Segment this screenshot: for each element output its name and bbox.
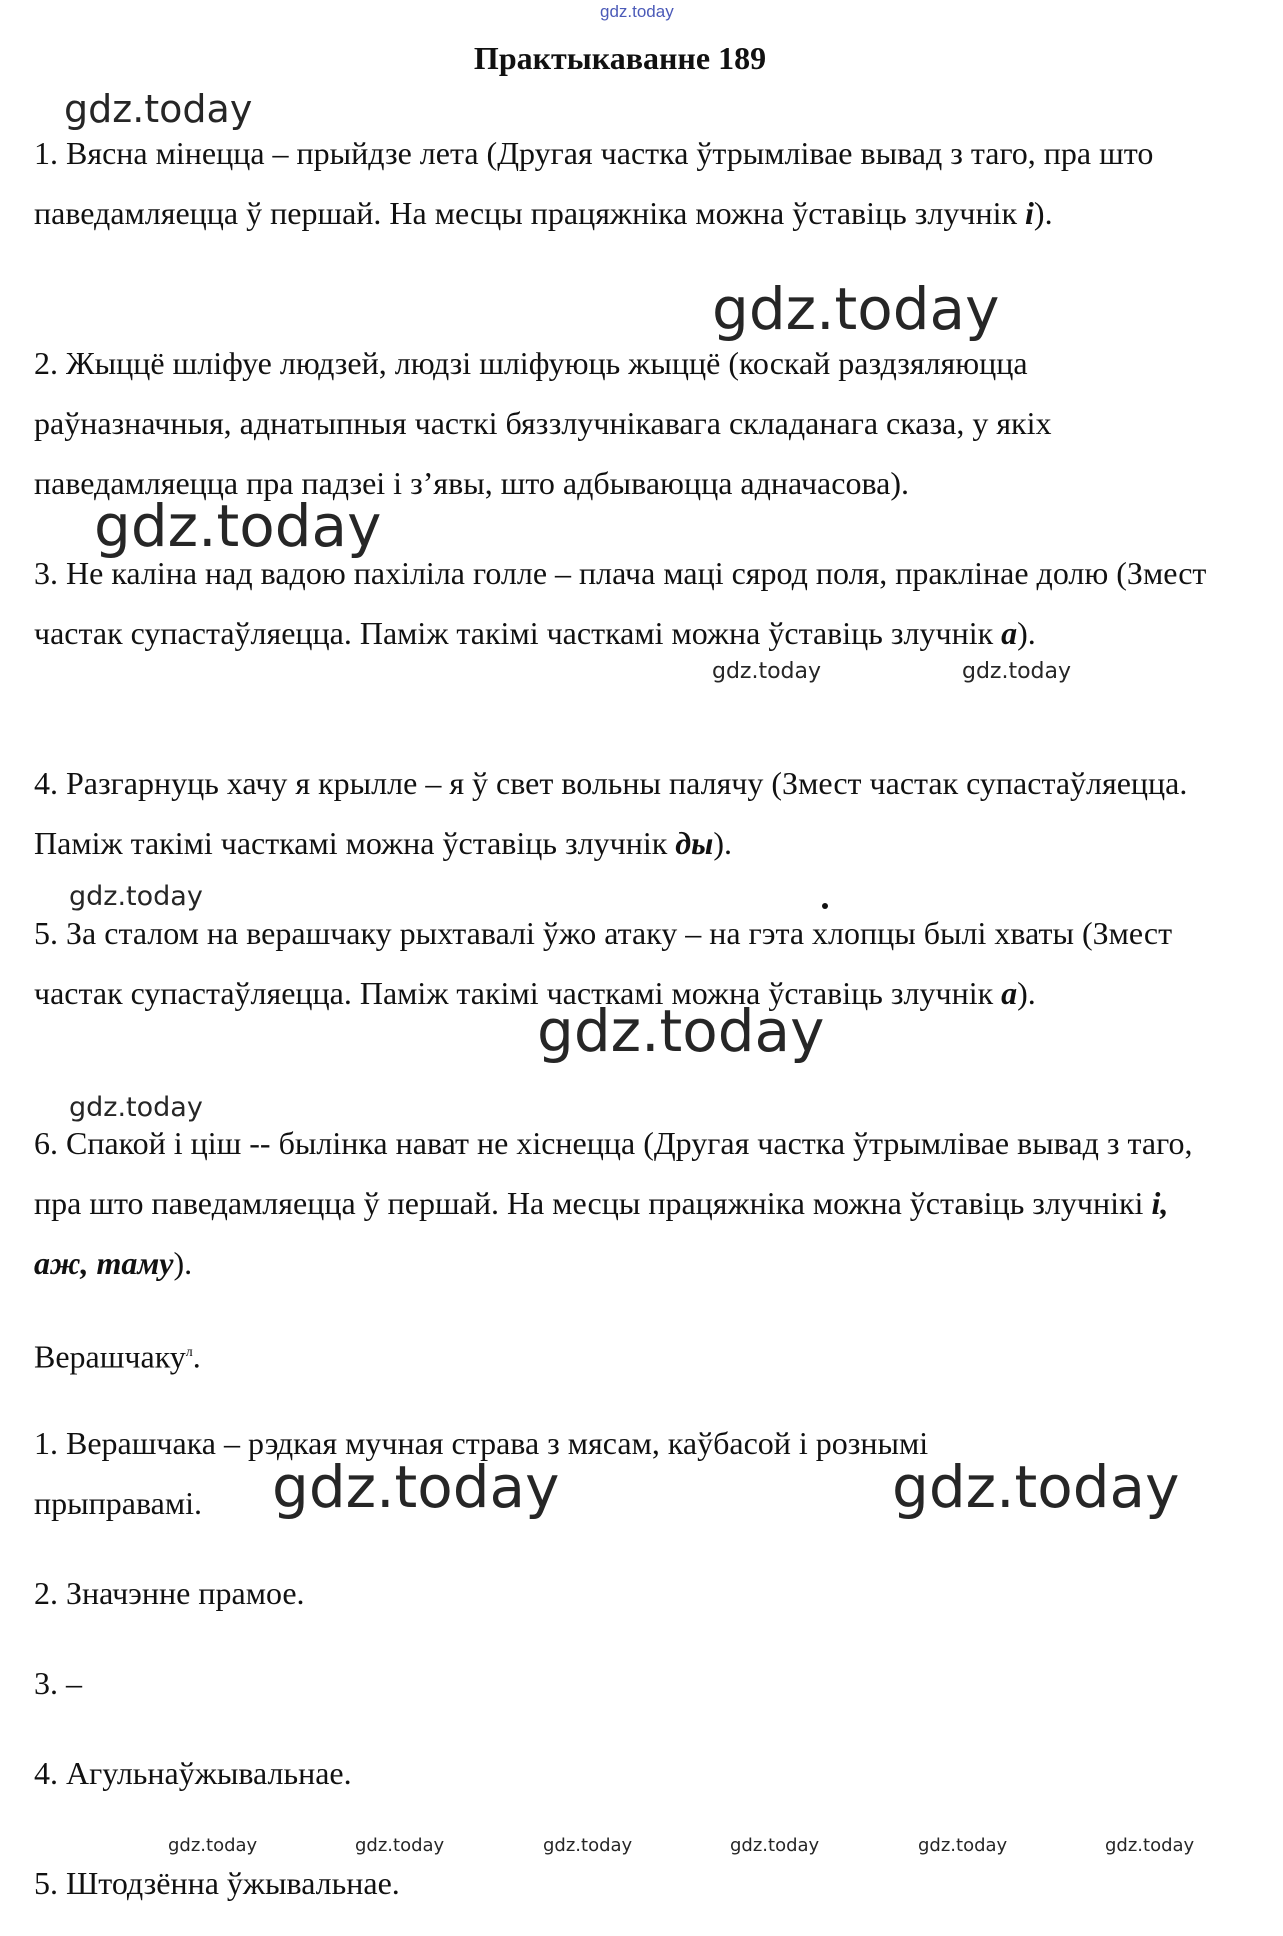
- word-heading: [34, 1323, 201, 1387]
- exercise-item-6: [34, 1113, 1214, 1293]
- analysis-item-1: 1. Верашчака – рэдкая мучная страва з мясам, каўбасой і рознымі прыправамі.: [34, 1425, 929, 1521]
- watermark-text: gdz.today: [730, 1835, 820, 1856]
- item-text-end: ).: [713, 825, 732, 861]
- watermark-text: gdz.today: [272, 1453, 560, 1521]
- analysis-item-2: 2. Значэнне прамое.: [34, 1575, 305, 1611]
- watermark-text: gdz.today: [918, 1835, 1008, 1856]
- page-title: Практыкаванне 189: [473, 40, 767, 76]
- watermark-text: gdz.today: [1105, 1835, 1195, 1856]
- item-text-end: ).: [1017, 975, 1036, 1011]
- word-label: Верашчаку: [34, 1338, 186, 1375]
- analysis-item-4: 4. Агульнаўжывальнае.: [34, 1755, 352, 1791]
- item-text: 4. Разгарнуць хачу я крылле – я ў свет вольны палячу (Змест частак супастаўляецца. Паміж такімі часткамі можна ўставіць злучнік: [34, 765, 1188, 861]
- conjunction-emphasis: а: [1001, 615, 1018, 651]
- item-text-end: ).: [1017, 615, 1036, 651]
- watermark-text: gdz.today: [69, 1092, 203, 1123]
- item-text: 2. Жыццё шліфуе людзей, людзі шліфуюць жыццё (коскай раздзяляюцца раўназначныя, аднатыпныя часткі бяззлучнікавага складанага сказа, у якіх паведамляецца пра падзеі і з’явы, што адбываюцца адначасова).: [34, 345, 1052, 501]
- item-text-end: ).: [1033, 195, 1053, 231]
- word-superscript: л: [185, 1345, 193, 1360]
- watermark-text: gdz.today: [712, 659, 822, 684]
- conjunction-emphasis: і: [1025, 195, 1034, 231]
- watermark-text: gdz.today: [94, 492, 382, 560]
- watermark-text: gdz.today: [712, 275, 1000, 343]
- watermark-text: gdz.today: [892, 1453, 1180, 1521]
- watermark-text: gdz.today: [64, 87, 253, 131]
- analysis-item-3: 3. –: [34, 1665, 82, 1701]
- item-text: 1. Вясна мінецца – прыйдзе лета (Другая частка ўтрымлівае вывад з таго, пра што паведамляецца ў першай. На месцы працяжніка можна ўставіць злучнік: [34, 135, 1154, 231]
- exercise-item-4: [34, 753, 1214, 873]
- exercise-item-2: [34, 333, 1214, 513]
- watermark-text: gdz.today: [168, 1835, 258, 1856]
- watermark-text: gdz.today: [69, 881, 203, 912]
- conjunction-emphasis: а: [1001, 975, 1018, 1011]
- item-text: 3. Не каліна над вадою пахіліла голле – плача маці сярод поля, праклінае долю (Змест частак супастаўляецца. Паміж такімі часткамі можна ўставіць злучнік: [34, 555, 1207, 651]
- watermark-text: gdz.today: [355, 1835, 445, 1856]
- exercise-item-3: [34, 543, 1214, 663]
- watermark-text: gdz.today: [537, 997, 825, 1065]
- conjunction-emphasis: ды: [675, 825, 714, 861]
- item-text: 6. Спакой і ціш -- былінка нават не хіснецца (Другая частка ўтрымлівае вывад з таго, пра што паведамляецца ў першай. На месцы працяжніка можна ўставіць злучнікі: [34, 1125, 1193, 1221]
- conjunction-emphasis: і, аж, таму: [34, 1185, 1169, 1281]
- ink-dot: [822, 903, 828, 909]
- word-suffix: .: [192, 1338, 201, 1375]
- watermark-text: gdz.today: [962, 659, 1072, 684]
- item-text-end: ).: [173, 1245, 193, 1281]
- exercise-item-1: [34, 123, 1214, 243]
- analysis-item-5: 5. Штодзённа ўжывальнае.: [34, 1865, 400, 1901]
- watermark-text: gdz.today: [543, 1835, 633, 1856]
- top-watermark: gdz.today: [600, 2, 674, 21]
- item-text: 5. За сталом на верашчаку рыхтавалі ўжо атаку – на гэта хлопцы былі хваты (Змест частак супастаўляецца. Паміж такімі часткамі можна ўставіць злучнік: [34, 915, 1173, 1011]
